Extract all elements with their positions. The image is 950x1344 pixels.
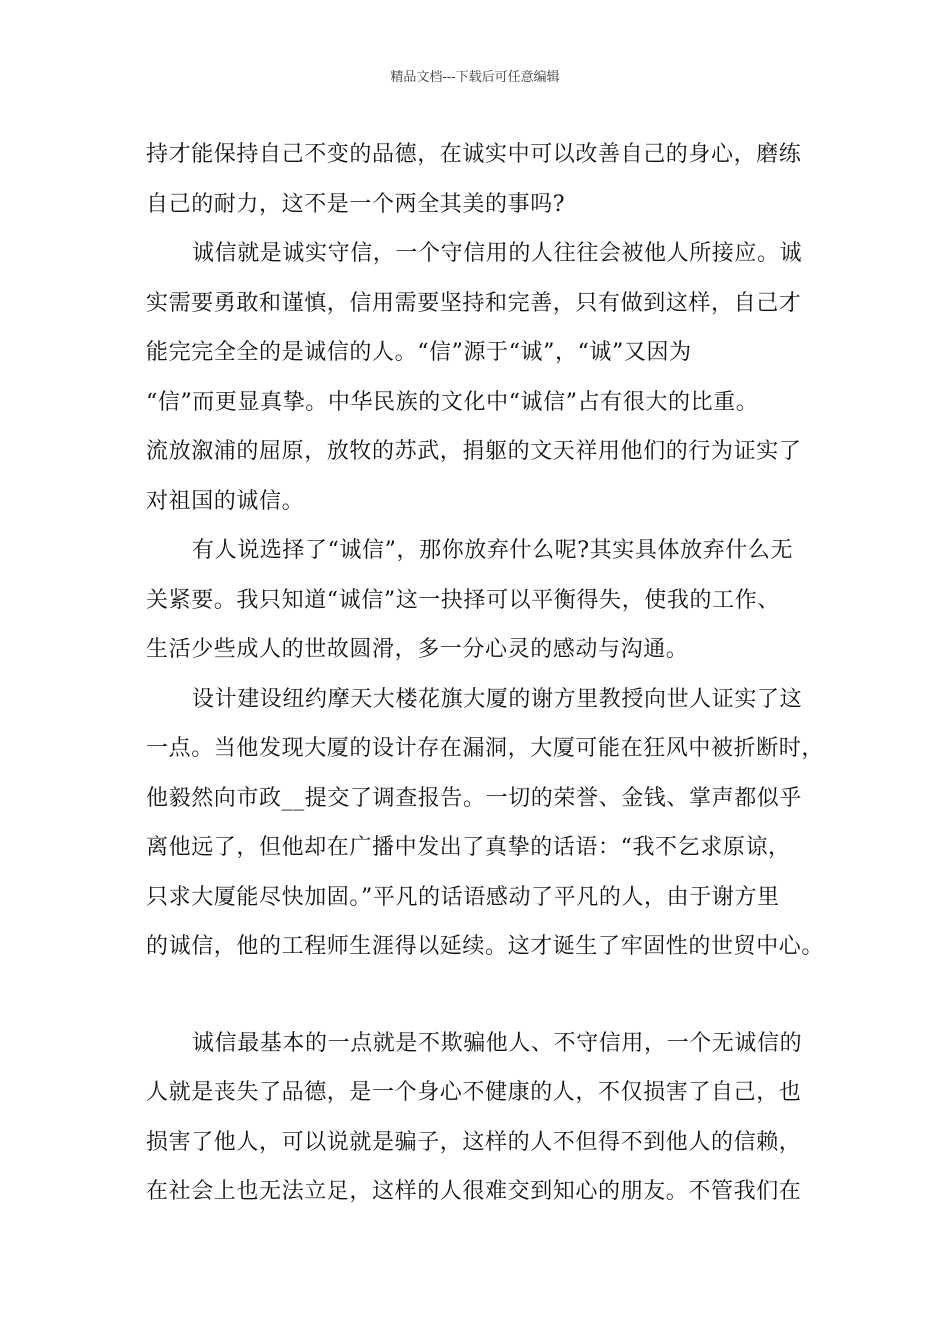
document-body: [146, 130, 825, 1217]
text-line: 有人说选择了“诚信”，那你放弃什么呢?其实具体放弃什么无: [192, 538, 794, 563]
text-line: 对祖国的诚信。: [146, 488, 305, 514]
paragraph-5: [146, 1019, 810, 1217]
paragraph-spacer: [146, 972, 810, 1019]
text-line: 在社会上也无法立足，这样的人很难交到知心的朋友。不管我们在: [146, 1179, 802, 1204]
paragraph-3: [146, 526, 810, 675]
text-line: “信”而更显真挚。中华民族的文化中“诚信”占有很大的比重。: [146, 389, 759, 415]
paragraph-4: [146, 675, 825, 972]
text-line: 离他远了，但他却在广播中发出了真挚的话语：“我不乞求原谅，: [146, 835, 791, 860]
text-line: 生活少些成人的世故圆滑，多一分心灵的感动与沟通。: [146, 637, 689, 662]
text-line: 诚信就是诚实守信，一个守信用的人往往会被他人所接应。诚: [192, 241, 803, 266]
text-line: 能完完全全的是诚信的人。“信”源于“诚”，“诚”又因为: [146, 340, 692, 365]
text-line: 一点。当他发现大厦的设计存在漏洞，大厦可能在狂风中被折断时，: [146, 736, 825, 761]
text-line: 损害了他人，可以说就是骗子，这样的人不但得不到他人的信赖，: [146, 1129, 802, 1155]
text-line: 实需要勇敢和谨慎，信用需要坚持和完善，只有做到这样，自己才: [146, 290, 802, 316]
text-line: 人就是丧失了品德，是一个身心不健康的人，不仅损害了自己，也: [146, 1080, 802, 1105]
text-line: 关紧要。我只知道“诚信”这一抉择可以平衡得失，使我的工作、: [146, 587, 780, 613]
text-line: 设计建设纽约摩天大楼花旗大厦的谢方里教授向世人证实了这: [192, 686, 803, 712]
text-line: 诚信最基本的一点就是不欺骗他人、不守信用，一个无诚信的: [192, 1030, 803, 1056]
page-header: 精品文档---下载后可任意编辑: [390, 70, 560, 85]
text-line: 流放溆浦的屈原，放牧的苏武，捐躯的文天祥用他们的行为证实了: [146, 439, 802, 464]
text-line: 持才能保持自己不变的品德，在诚实中可以改善自己的身心，磨练: [146, 142, 802, 167]
text-line: 自己的耐力，这不是一个两全其美的事吗?: [146, 191, 566, 217]
paragraph-1: [146, 130, 810, 229]
text-line: 的诚信，他的工程师生涯得以延续。这才诞生了牢固性的世贸中心。: [146, 934, 825, 959]
text-line: 他毅然向市政__提交了调查报告。一切的荣誉、金钱、掌声都似乎: [146, 785, 803, 811]
text-line: 只求大厦能尽快加固。”平凡的话语感动了平凡的人，由于谢方里: [146, 884, 780, 910]
paragraph-2: [146, 229, 810, 526]
